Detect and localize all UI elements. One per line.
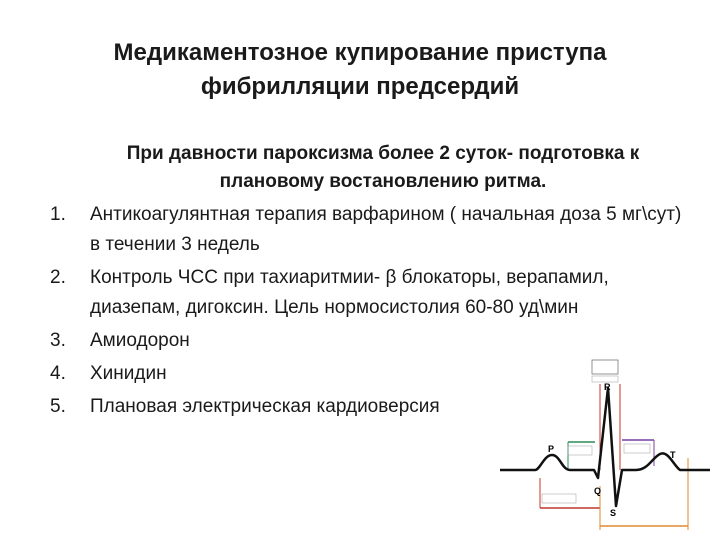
ecg-pr-label-box	[568, 446, 592, 455]
list-item-number: 3.	[50, 330, 66, 351]
list-item-number: 5.	[50, 396, 66, 417]
list-item	[50, 200, 695, 260]
slide-title	[60, 36, 660, 104]
ecg-st-label-box	[624, 444, 650, 453]
list-item	[50, 326, 695, 356]
ecg-label-s: S	[610, 508, 617, 518]
list-item-text: Амиодорон	[90, 330, 190, 351]
title-line-2: фибрилляции предсердий	[200, 73, 520, 100]
list-item-text: Плановая электрическая кардиоверсия	[90, 396, 440, 417]
ecg-qrs-box	[592, 360, 618, 374]
ecg-pr-interval-label-box	[542, 494, 576, 503]
list-item-number: 2.	[50, 267, 66, 288]
ecg-label-p: P	[548, 444, 555, 454]
list-item-text: Хинидин	[90, 363, 167, 384]
list-item-text: Антикоагулянтная терапия варфарином ( начальная доза 5 мг\сут) в течении 3 недель	[90, 204, 682, 255]
ecg-diagram	[500, 358, 710, 536]
ecg-label-t: T	[670, 450, 676, 460]
subtitle-line-2: плановому востановлению ритма.	[219, 171, 547, 192]
ecg-label-q: Q	[594, 486, 602, 496]
list-item-number: 1.	[50, 204, 66, 225]
list-item-text: Контроль ЧСС при тахиаритмии- β блокаторы, верапамил, диазепам, дигоксин. Цель нормосистолия 60-80 уд\мин	[90, 267, 609, 318]
ecg-trace	[500, 388, 710, 506]
ecg-label-r: R	[604, 382, 611, 392]
slide-subtitle	[78, 140, 688, 196]
subtitle-line-1: При давности пароксизма более 2 суток- подготовка к	[126, 143, 640, 164]
list-item	[50, 263, 695, 323]
title-line-1: Медикаментозное купирование приступа	[113, 39, 607, 66]
list-item-number: 4.	[50, 363, 66, 384]
